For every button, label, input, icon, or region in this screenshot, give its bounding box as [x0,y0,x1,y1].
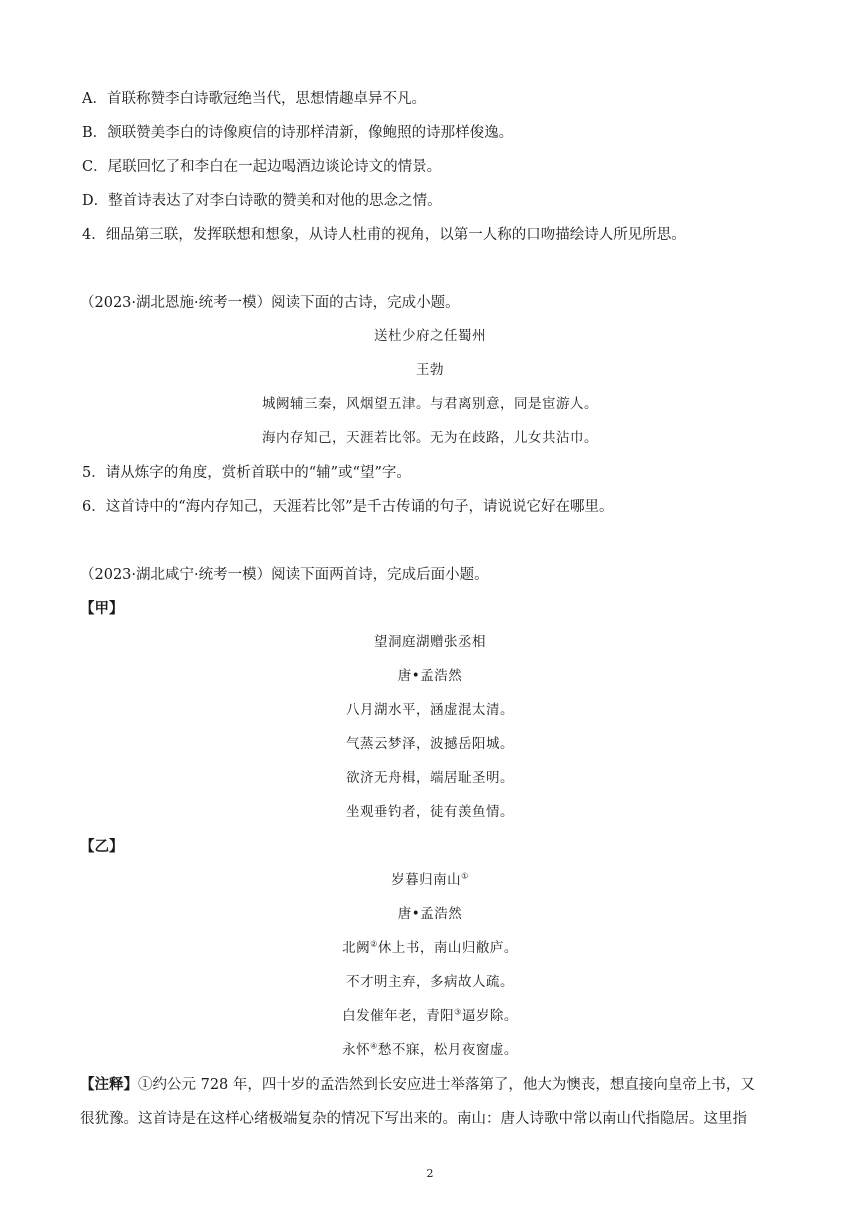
poem-yi-line [0,1007,860,1024]
poem-yi-line-part: 逼岁除。 [461,1008,518,1024]
poem-yi-line-part: 永怀 [342,1042,371,1058]
page-number: 2 [426,1167,434,1180]
poem-jia-line: 坐观垂钓者，徒有羡鱼情。 [346,804,514,820]
footnote-marker: ① [461,871,469,881]
annotation-text: ①约公元 728 年，四十岁的孟浩然到长安应进士举落第了，他大为懊丧，想直接向皇帝上书，又 [138,1077,755,1093]
poem-jia-label: 【甲】 [80,600,124,617]
poem-jia-line: 八月湖水平，涵虚混太清。 [346,702,514,718]
option-d: D．整首诗表达了对李白诗歌的赞美和对他的思念之情。 [82,193,442,209]
poem-yi-line-part: 休上书，南山归敝庐。 [377,940,518,956]
poem-yi-line-part: 北阙 [342,940,371,956]
question-4: 4．细品第三联，发挥联想和想象，从诗人杜甫的视角，以第一人称的口吻描绘诗人所见所思。 [82,227,686,243]
poem-jia-author: 唐•孟浩然 [397,668,463,684]
annotation-line: 很犹豫。这首诗是在这样心绪极端复杂的情况下写出来的。南山：唐人诗歌中常以南山代指隐居。这里指 [80,1111,747,1127]
poem-jia-line: 欲济无舟楫，端居耻圣明。 [346,770,514,786]
poem-line: 城阙辅三秦，风烟望五津。与君离别意，同是宦游人。 [262,396,598,412]
poem-yi-line: 不才明主弃，多病故人疏。 [346,974,514,990]
section3-intro: （2023·湖北咸宁·统考一模）阅读下面两首诗，完成后面小题。 [80,567,489,583]
poem-jia-line: 气蒸云梦泽，波撼岳阳城。 [346,736,514,752]
poem-yi-author: 唐•孟浩然 [397,906,463,922]
footnote-marker: ③ [454,1007,462,1017]
poem-yi-title [0,871,860,888]
option-c: C．尾联回忆了和李白在一起边喝酒边谈论诗文的情景。 [82,159,442,175]
poem-yi-line-part: 白发催年老，青阳 [342,1008,455,1024]
question-5: 5．请从炼字的角度，赏析首联中的“辅”或“望”字。 [82,465,411,481]
poem-line: 海内存知己，天涯若比邻。无为在歧路，儿女共沾巾。 [262,430,598,446]
poem-jia-title: 望洞庭湖赠张丞相 [374,634,486,650]
footnote-marker: ④ [370,1041,378,1051]
annotation-label: 【注释】 [80,1076,138,1093]
question-6: 6．这首诗中的“海内存知己，天涯若比邻”是千古传诵的句子，请说说它好在哪里。 [82,499,614,515]
poem-title: 送杜少府之任蜀州 [374,328,486,344]
annotation-line [80,1078,755,1093]
poem-yi-line [0,939,860,956]
poem-yi-title-text: 岁暮归南山 [391,872,462,888]
section2-intro: （2023·湖北恩施·统考一模）阅读下面的古诗，完成小题。 [80,295,460,311]
footnote-marker: ② [370,939,378,949]
poem-author: 王勃 [416,362,444,378]
poem-yi-label: 【乙】 [80,838,124,855]
option-b: B．颔联赞美李白的诗像庾信的诗那样清新，像鲍照的诗那样俊逸。 [82,125,514,141]
option-a: A．首联称赞李白诗歌冠绝当代，思想情趣卓异不凡。 [82,91,426,107]
poem-yi-line [0,1041,860,1058]
poem-yi-line-part: 愁不寐，松月夜窗虚。 [377,1042,518,1058]
